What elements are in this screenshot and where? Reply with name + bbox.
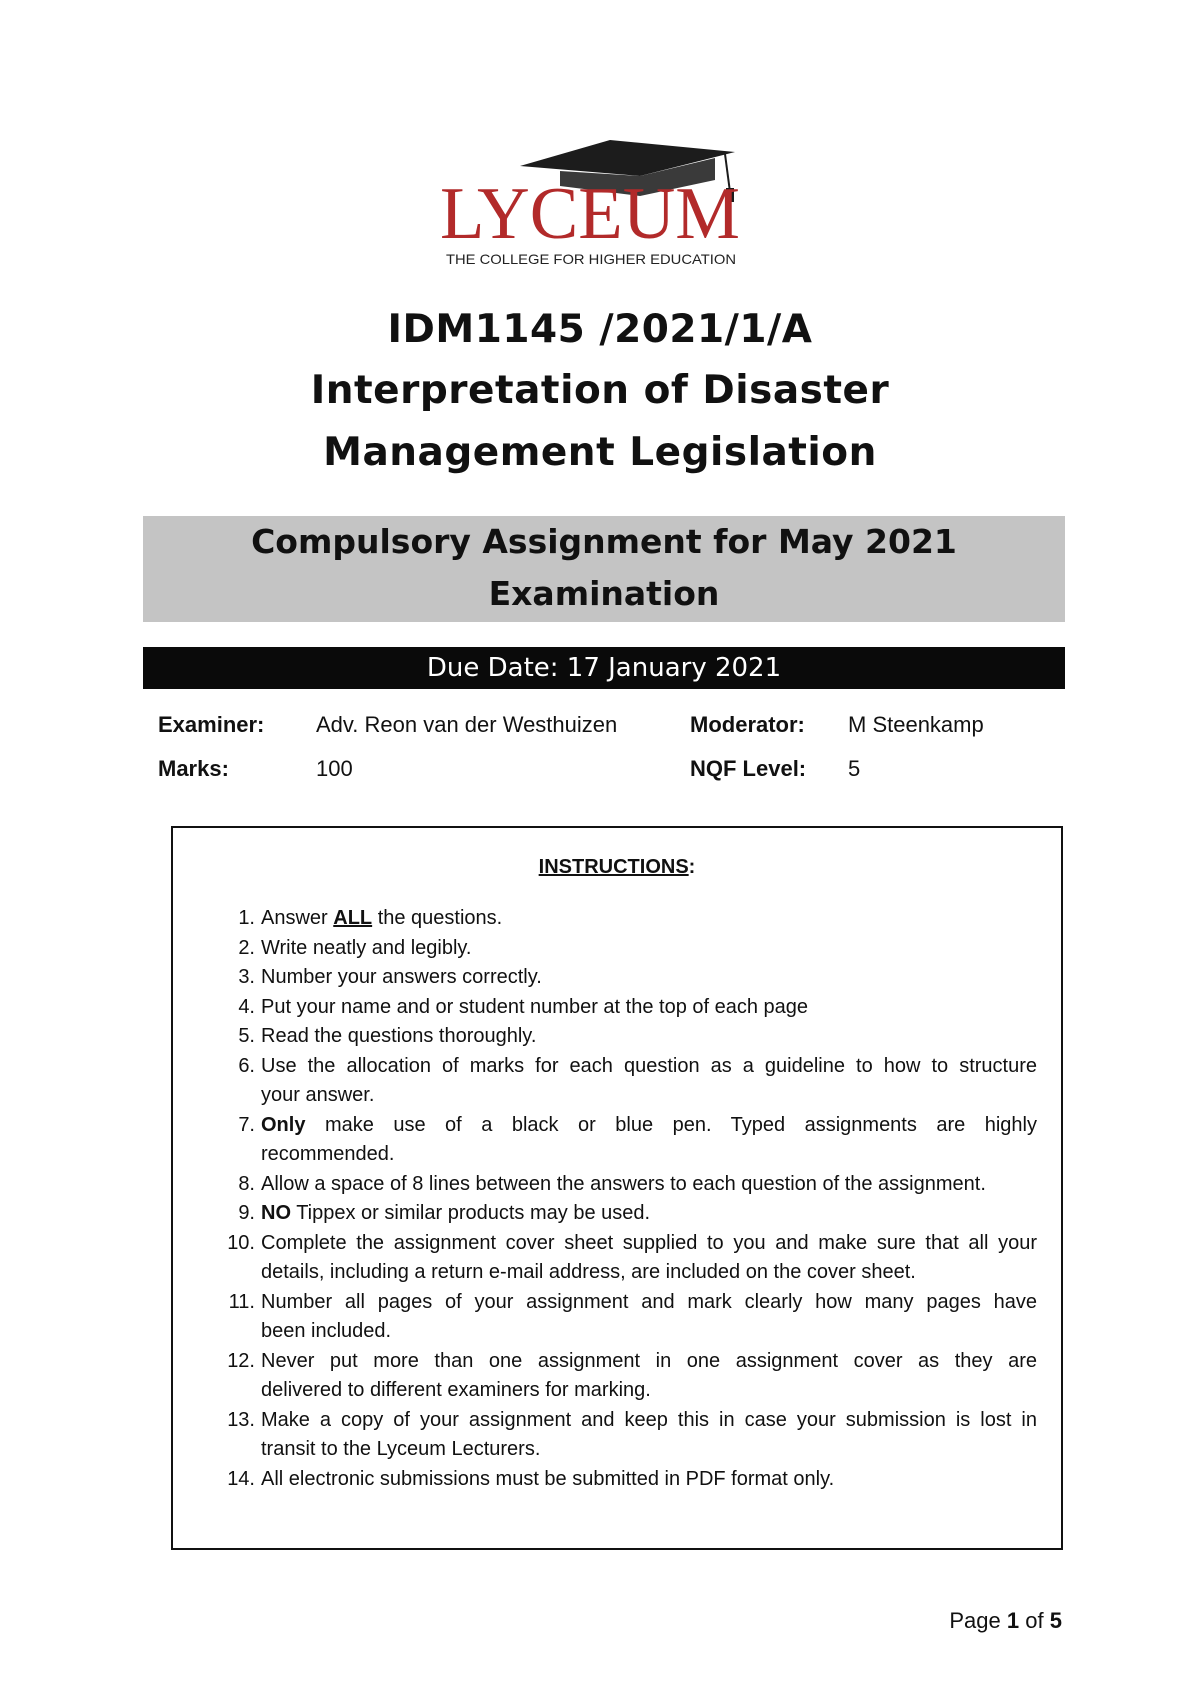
item-number: 11. [228,1290,255,1313]
item-number: 4. [238,995,255,1018]
item-text-line-1: Never put more than one assignment in one assignment cover as they are [261,1349,1037,1372]
list-item [217,1199,1037,1229]
total-pages: 5 [1049,1608,1062,1633]
item-number: 13. [227,1408,255,1431]
item-emphasis: NO [261,1202,291,1224]
item-text-line-2: delivered to different examiners for marking. [261,1379,651,1401]
item-number: 7. [238,1113,255,1136]
item-number: 12. [227,1349,255,1372]
item-number: 5. [238,1025,255,1047]
current-page: 1 [1006,1608,1020,1633]
item-text-line-2: your answer. [261,1084,375,1106]
list-item [217,1170,1037,1200]
lyceum-logo [440,140,760,265]
list-item [217,1288,1037,1347]
instructions-title-text: INSTRUCTIONS [538,856,689,878]
item-text-line-2: recommended. [261,1143,395,1165]
assignment-meta [158,712,1058,800]
assignment-banner [143,516,1065,622]
logo-wordmark: LYCEUM [440,173,740,255]
item-emphasis: ALL [333,907,373,929]
of-word: of [1025,1608,1044,1633]
item-text: Tippex or similar products may be used. [291,1202,651,1224]
course-title-line-2: Management Legislation [323,430,877,475]
examiner-label: Examiner: [158,712,265,737]
instructions-title-colon: : [688,856,696,878]
page-word: Page [949,1608,1001,1633]
item-number: 14. [227,1467,255,1490]
instructions-box [171,826,1063,1550]
item-number: 10. [227,1231,255,1254]
list-item [217,1406,1037,1465]
item-number: 3. [238,966,255,988]
list-item [217,1347,1037,1406]
item-number: 1. [238,907,255,929]
item-text-line-1: Make a copy of your assignment and keep this in case your submission is lost in [261,1408,1037,1431]
assignment-title-line-1: Compulsory Assignment for May 2021 [251,522,957,561]
nqf-label: NQF Level: [690,756,807,781]
item-text: Read the questions thoroughly. [261,1025,537,1047]
module-code: IDM1145 /2021/1/A [387,307,813,352]
list-item [217,934,1037,964]
assignment-title-line-2: Examination [488,574,720,613]
item-text-line-2: transit to the Lyceum Lecturers. [261,1438,541,1460]
item-text: the questions. [372,907,503,929]
list-item [217,963,1037,993]
item-text-line-1: make use of a black or blue pen. Typed assignments are highly [305,1113,1037,1136]
item-text-line-2: been included. [261,1320,392,1342]
item-number: 6. [238,1054,255,1077]
item-text-line-1: Number all pages of your assignment and mark clearly how many pages have [261,1290,1037,1313]
examiner-value: Adv. Reon van der Westhuizen [316,712,618,737]
logo-tagline: THE COLLEGE FOR HIGHER EDUCATION [446,251,736,265]
item-text: All electronic submissions must be submitted in PDF format only. [261,1467,835,1490]
item-text-line-2: details, including a return e-mail address, are included on the cover sheet. [261,1261,916,1283]
list-item [217,1022,1037,1052]
item-number: 2. [238,936,255,959]
item-text: Answer [261,907,334,929]
nqf-value: 5 [848,756,861,781]
marks-value: 100 [316,756,353,781]
course-title-line-1: Interpretation of Disaster [310,368,890,413]
marks-label: Marks: [158,756,229,781]
item-text: Write neatly and legibly. [261,936,472,959]
item-text: Allow a space of 8 lines between the answers to each question of the assignment. [261,1172,986,1195]
item-text: Put your name and or student number at the top of each page [261,995,809,1018]
item-text-line-1: Use the allocation of marks for each question as a guideline to how to structure [261,1054,1037,1077]
moderator-label: Moderator: [690,712,805,737]
moderator-value: M Steenkamp [848,712,984,737]
item-number: 9. [238,1202,255,1224]
item-number: 8. [238,1172,255,1195]
due-date-banner: Due Date: 17 January 2021 [143,647,1065,689]
document-title [0,300,1200,484]
page-number [949,1608,1062,1634]
list-item [217,1229,1037,1288]
list-item [217,993,1037,1023]
list-item [217,1111,1037,1170]
instructions-list [217,904,1037,1494]
item-text-line-1: Complete the assignment cover sheet supplied to you and make sure that all your [261,1231,1037,1254]
list-item [217,904,1037,934]
graduation-cap-logo-icon [440,140,760,265]
instructions-title [173,856,1061,879]
list-item [217,1465,1037,1495]
list-item [217,1052,1037,1111]
item-emphasis: Only [261,1113,306,1136]
item-text: Number your answers correctly. [261,966,542,988]
